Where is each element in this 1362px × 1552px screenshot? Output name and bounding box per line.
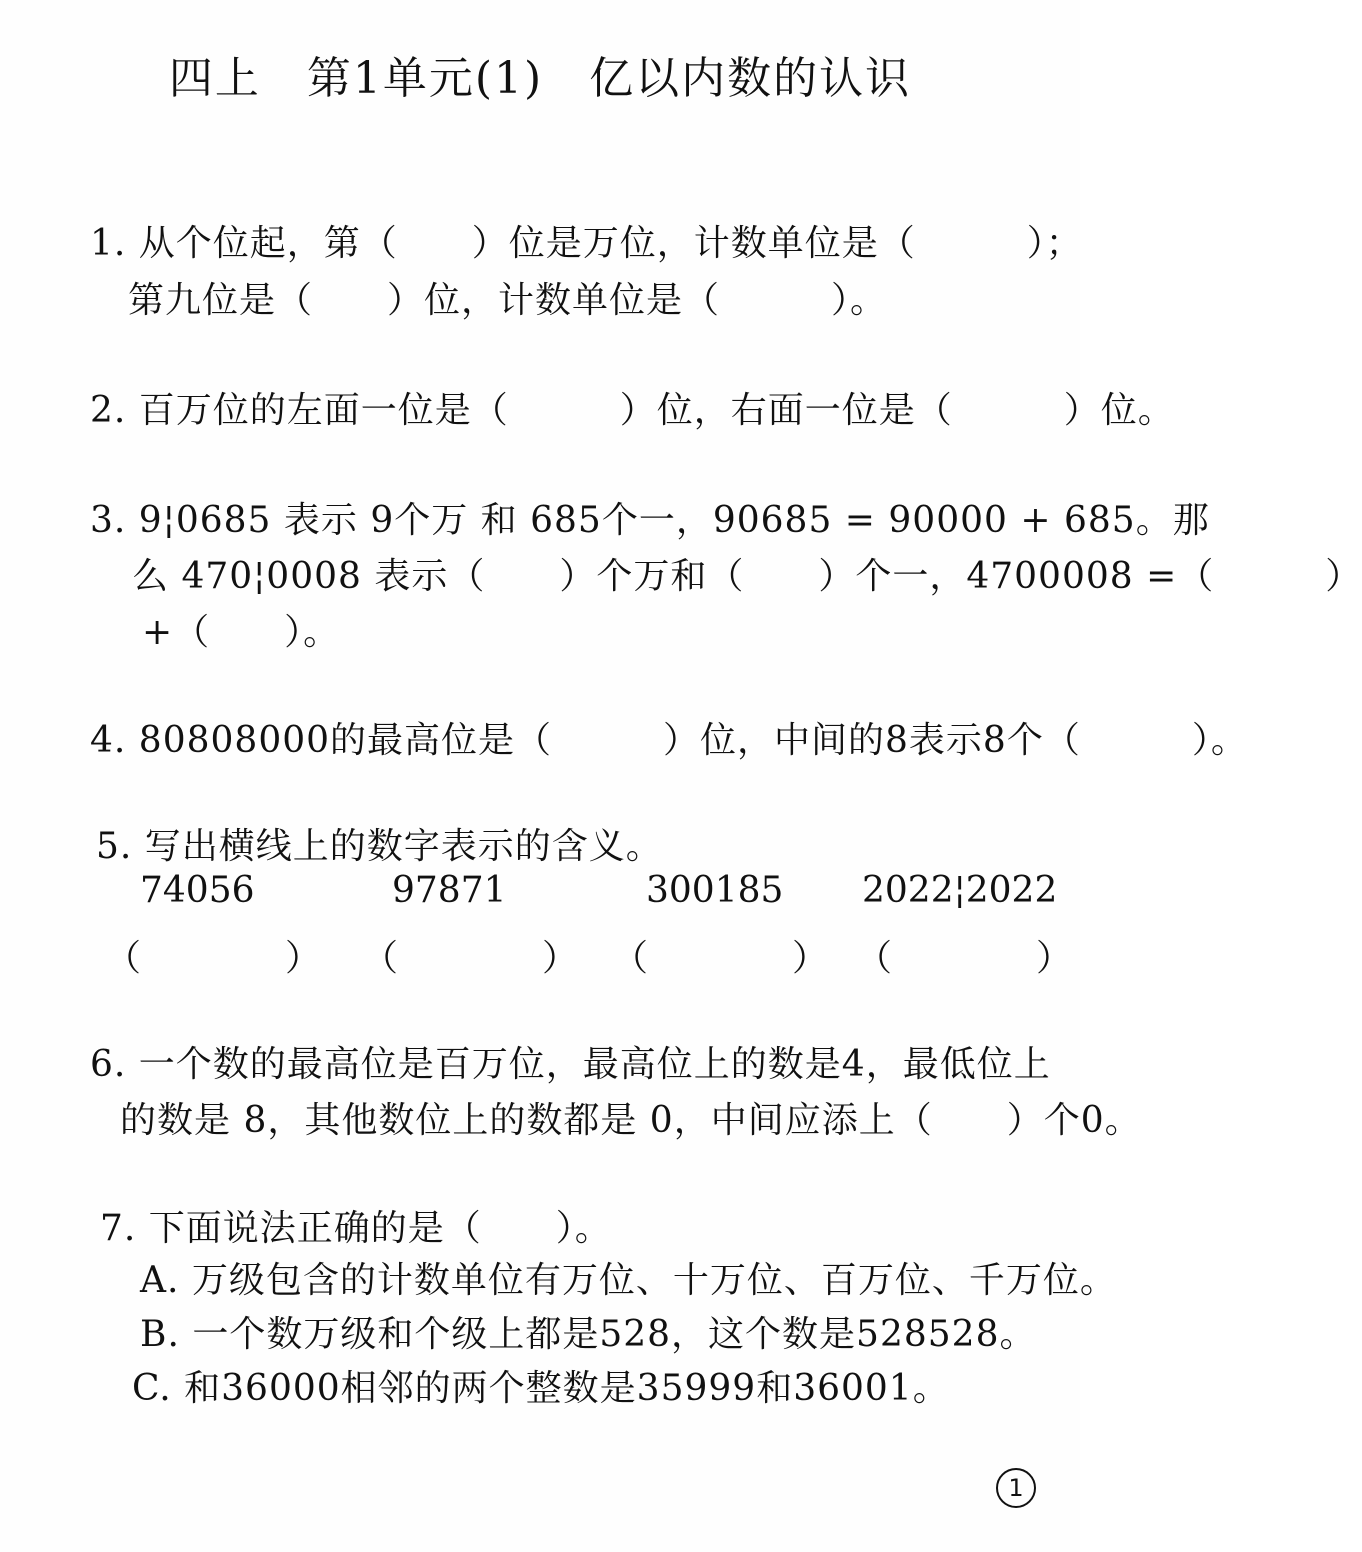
question-7-option-c: C. 和36000相邻的两个整数是35999和36001。: [132, 1368, 950, 1409]
page-number-badge: 1: [996, 1468, 1036, 1508]
worksheet-title: 四上 第1单元(1) 亿以内数的认识: [168, 53, 912, 104]
question-3-line-1: 3. 9¦0685 表示 9个万 和 685个一，90685 = 90000 + 685。那: [90, 500, 1210, 541]
question-3-line-2: 么 470¦0008 表示（ ）个万和（ ）个一，4700008 =（ ）: [132, 556, 1362, 597]
question-5-answer-blank-3[interactable]: （ ）: [612, 938, 829, 979]
question-1-line-2: 第九位是（ ）位，计数单位是（ ）。: [128, 280, 888, 321]
question-5-answer-blank-1[interactable]: （ ）: [105, 938, 322, 979]
question-7-line-1: 7. 下面说法正确的是（ ）。: [100, 1208, 612, 1249]
question-5-number-2: 97871: [392, 870, 507, 911]
question-5-line-1: 5. 写出横线上的数字表示的含义。: [96, 826, 663, 867]
question-7-option-a: A. 万级包含的计数单位有万位、十万位、百万位、千万位。: [140, 1260, 1117, 1301]
question-7-option-b: B. 一个数万级和个级上都是528，这个数是528528。: [140, 1314, 1037, 1355]
question-5-answer-blank-2[interactable]: （ ）: [362, 938, 579, 979]
question-5-number-1: 74056: [140, 870, 255, 911]
question-5-number-4: 2022¦2022: [862, 870, 1058, 911]
question-5-number-3: 300185: [646, 870, 784, 911]
question-6-line-2: 的数是 8，其他数位上的数都是 0，中间应添上（ ）个0。: [120, 1100, 1142, 1141]
question-4-line-1: 4. 80808000的最高位是（ ）位，中间的8表示8个（ ）。: [90, 720, 1248, 761]
question-5-answer-blank-4[interactable]: （ ）: [856, 938, 1073, 979]
question-6-line-1: 6. 一个数的最高位是百万位，最高位上的数是4，最低位上: [90, 1044, 1051, 1085]
question-3-line-3: +（ ）。: [142, 612, 341, 653]
question-2-line-1: 2. 百万位的左面一位是（ ）位，右面一位是（ ）位。: [90, 390, 1175, 431]
question-1-line-1: 1. 从个位起，第（ ）位是万位，计数单位是（ ）；: [90, 223, 1083, 264]
